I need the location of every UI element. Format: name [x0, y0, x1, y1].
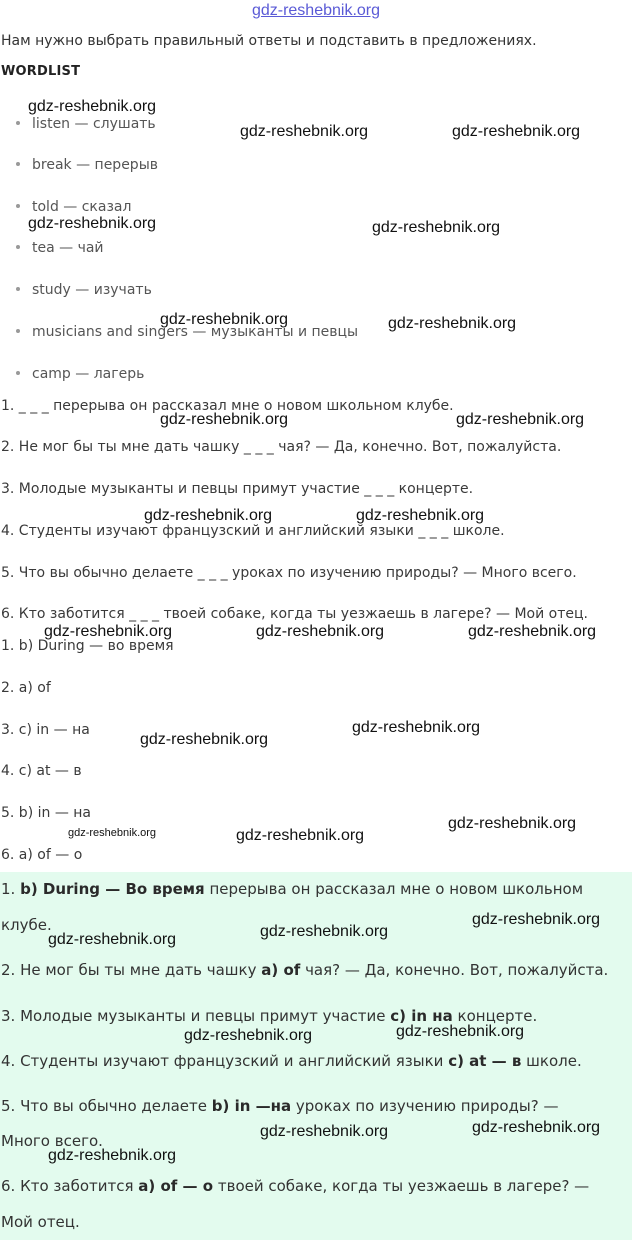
task-sentence: 3. Молодые музыканты и певцы примут участие _ _ _ концерте. [1, 481, 474, 497]
bullet-icon [16, 245, 20, 249]
wordlist-item: tea — чай [16, 240, 104, 256]
watermark: gdz-reshebnik.org [184, 1027, 313, 1044]
answer-item: 2. a) of [1, 680, 51, 696]
answer-item: 5. b) in — на [1, 805, 92, 821]
watermark: gdz-reshebnik.org [448, 815, 577, 832]
wordlist-item: camp — лагерь [16, 366, 144, 382]
wordlist-item: musicians and singers — музыканты и певцы [16, 324, 358, 340]
result-sentence-cont: Много всего. [1, 1132, 103, 1150]
bullet-icon [16, 121, 20, 125]
result-sentence-cont: Мой отец. [1, 1213, 80, 1231]
result-sentence: 2. Не мог бы ты мне дать чашку a) of чая? — Да, конечно. Вот, пожалуйста. [1, 961, 609, 979]
watermark: gdz-reshebnik.org [456, 411, 585, 428]
watermark: gdz-reshebnik.org [260, 923, 389, 940]
header-watermark-link[interactable]: gdz-reshebnik.org [251, 2, 381, 19]
task-sentence: 2. Не мог бы ты мне дать чашку _ _ _ чая? — Да, конечно. Вот, пожалуйста. [1, 439, 562, 455]
wordlist-item: told — сказал [16, 199, 131, 215]
bullet-icon [16, 162, 20, 166]
bullet-icon [16, 287, 20, 291]
wordlist-item: study — изучать [16, 282, 152, 298]
wordlist-title: WORDLIST [1, 64, 81, 79]
bullet-icon [16, 204, 20, 208]
task-sentence: 5. Что вы обычно делаете _ _ _ уроках по изучению природы? — Много всего. [1, 565, 577, 581]
watermark: gdz-reshebnik.org [68, 827, 157, 839]
watermark: gdz-reshebnik.org [372, 219, 501, 236]
watermark: gdz-reshebnik.org [160, 411, 289, 428]
watermark: gdz-reshebnik.org [48, 931, 177, 948]
watermark: gdz-reshebnik.org [352, 719, 481, 736]
answer-item: 1. b) During — во время [1, 638, 174, 654]
watermark: gdz-reshebnik.org [144, 507, 273, 524]
bullet-icon [16, 371, 20, 375]
watermark: gdz-reshebnik.org [260, 1123, 389, 1140]
answer-item: 3. c) in — на [1, 722, 90, 738]
watermark: gdz-reshebnik.org [140, 731, 269, 748]
watermark: gdz-reshebnik.org [256, 623, 385, 640]
result-sentence: 5. Что вы обычно делаете b) in —на уроках по изучению природы? — [1, 1097, 559, 1115]
watermark: gdz-reshebnik.org [388, 315, 517, 332]
watermark: gdz-reshebnik.org [396, 1023, 525, 1040]
task-sentence: 6. Кто заботится _ _ _ твоей собаке, когда ты уезжаешь в лагере? — Мой отец. [1, 606, 588, 622]
watermark: gdz-reshebnik.org [48, 1147, 177, 1164]
bullet-icon [16, 329, 20, 333]
result-sentence-cont: клубе. [1, 916, 52, 934]
watermark: gdz-reshebnik.org [468, 623, 597, 640]
task-sentence: 1. _ _ _ перерыва он рассказал мне о новом школьном клубе. [1, 398, 454, 414]
watermark: gdz-reshebnik.org [472, 911, 601, 928]
watermark: gdz-reshebnik.org [236, 827, 365, 844]
watermark: gdz-reshebnik.org [44, 623, 173, 640]
task-sentence: 4. Студенты изучают французский и английский языки _ _ _ школе. [1, 523, 505, 539]
result-sentence: 6. Кто заботится a) of — о твоей собаке, когда ты уезжаешь в лагере? — [1, 1177, 590, 1195]
watermark: gdz-reshebnik.org [28, 215, 157, 232]
wordlist-item: listen — слушать [16, 116, 156, 132]
intro-text: Нам нужно выбрать правильный ответы и подставить в предложениях. [1, 33, 537, 49]
watermark: gdz-reshebnik.org [452, 123, 581, 140]
answer-item: 4. c) at — в [1, 763, 82, 779]
wordlist-item: break — перерыв [16, 157, 158, 173]
result-sentence: 4. Студенты изучают французский и английский языки c) at — в школе. [1, 1052, 582, 1070]
watermark: gdz-reshebnik.org [472, 1119, 601, 1136]
answer-item: 6. a) of — о [1, 847, 83, 863]
result-sentence: 1. b) During — Во время перерыва он рассказал мне о новом школьном [1, 880, 584, 898]
result-sentence: 3. Молодые музыканты и певцы примут участие c) in на концерте. [1, 1007, 538, 1025]
watermark: gdz-reshebnik.org [28, 98, 157, 115]
watermark: gdz-reshebnik.org [356, 507, 485, 524]
watermark: gdz-reshebnik.org [160, 311, 289, 328]
watermark: gdz-reshebnik.org [240, 123, 369, 140]
